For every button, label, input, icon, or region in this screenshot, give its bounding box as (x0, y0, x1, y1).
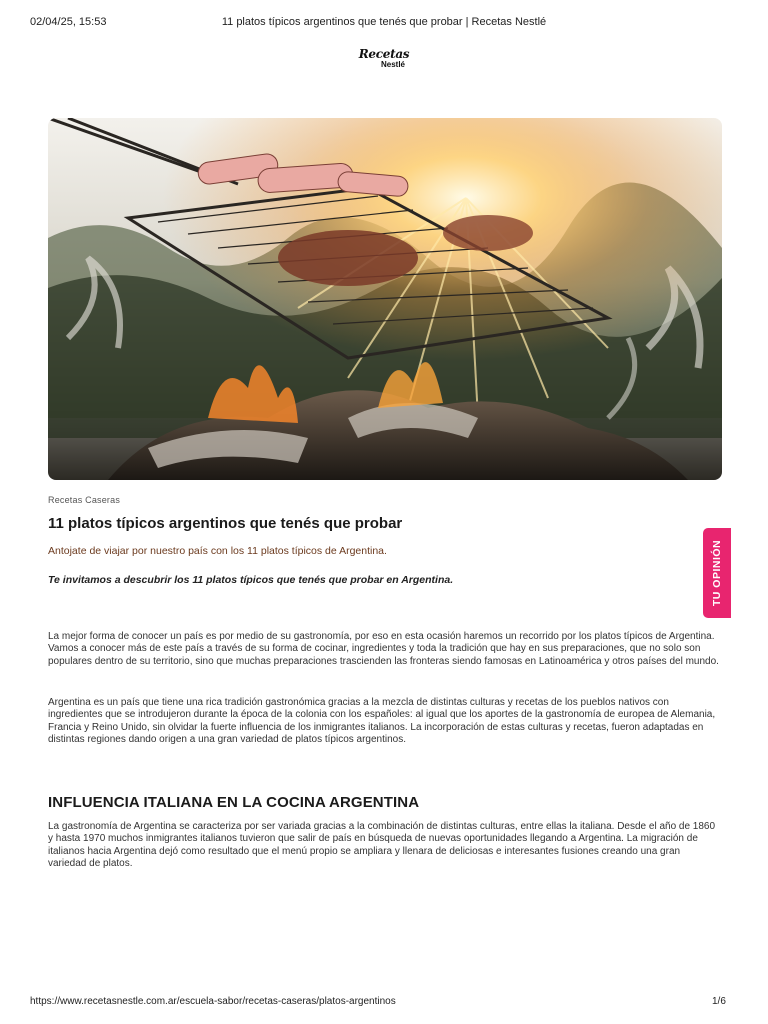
article-category[interactable]: Recetas Caseras (48, 495, 121, 505)
article-paragraph-2: Argentina es un país que tiene una rica tradición gastronómica gracias a la mezcla de distintas culturas y recetas de los pueblos nativos con ingredientes que se introdujeron durante la época de la colonia con los españoles: al igual que los aportes de la gastronomía de europea de Alemania, Francia y Reino Unido, sin olvidar la fuerte influencia de los inmigrantes italianos. La incorporación de estas culturas y recetas, fueron adaptadas en distintas regiones dando origen a una gran variedad de platos típicos argentinos. (48, 697, 716, 745)
print-footer-page-number: 1/6 (712, 996, 726, 1007)
article-title: 11 platos típicos argentinos que tenés que probar (48, 515, 403, 532)
logo-line-nestle: Nestlé (380, 60, 405, 69)
hero-photo (48, 118, 722, 480)
article-subtitle: Antojate de viajar por nuestro país con los 11 platos típicos de Argentina. (48, 545, 387, 557)
section-heading: INFLUENCIA ITALIANA EN LA COCINA ARGENTINA (48, 794, 420, 811)
feedback-tab-label: TU OPINIÓN (711, 539, 723, 607)
feedback-tab-button[interactable] (703, 528, 731, 618)
print-header-page-title: 11 platos típicos argentinos que tenés que probar | Recetas Nestlé (221, 16, 547, 28)
article-paragraph-1: La mejor forma de conocer un país es por medio de su gastronomía, por eso en esta ocasión haremos un recorrido por los platos típicos de Argentina. Vamos a conocer más de este país a través de su forma de cocinar, ingredientes y toda la tradición que hay en sus preparaciones, que no solo son populares dentro de su territorio, sino que muchas preparaciones trascienden las fronteras siendo famosas en Latinoamérica y otros países del mundo. (48, 631, 719, 667)
hero-image (48, 118, 722, 480)
print-footer-url: https://www.recetasnestle.com.ar/escuela-sabor/recetas-caseras/platos-argentinos (30, 996, 396, 1007)
recetas-nestle-logo[interactable] (356, 48, 412, 72)
article-intro: Te invitamos a descubrir los 11 platos típicos que tenés que probar en Argentina. (48, 574, 454, 586)
article-paragraph-3: La gastronomía de Argentina se caracteriza por ser variada gracias a la combinación de distintas culturas, entre ellas la italiana. Desde el año de 1860 y hasta 1970 muchos inmigrantes italianos tuvieron que salir de país en búsqueda de nuevas oportunidades llegando a Argentina. La migración de italianos hacia Argentina dejó como resultado que el menú propio se ampliara y llenara de deliciosas e interesantes fusiones creando una gran variedad de platos. (48, 821, 716, 869)
print-header-datetime: 02/04/25, 15:53 (30, 16, 107, 28)
logo-line-recetas: Recetas (358, 47, 410, 61)
